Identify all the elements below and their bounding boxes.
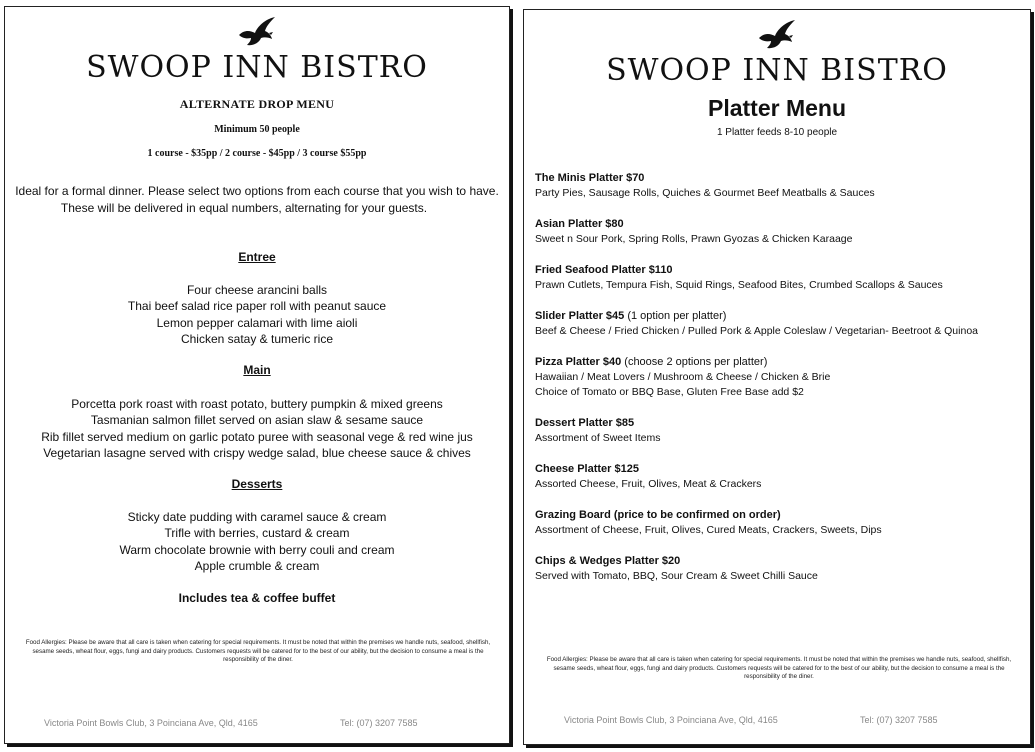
platter-item: [535, 416, 1025, 446]
brand-name: SWOOP INN BISTRO: [606, 53, 948, 88]
page-title: Platter Menu: [707, 95, 847, 121]
logo: [524, 18, 1030, 88]
list-item: Porcetta pork roast with roast potato, buttery pumpkin & mixed greens: [71, 397, 443, 411]
minimum-people: Minimum 50 people: [214, 124, 300, 135]
platter-desc: Beef & Cheese / Fried Chicken / Pulled Pork & Apple Coleslaw / Vegetarian- Beetroot & Quinoa: [535, 325, 978, 337]
platter-item: [535, 309, 1025, 339]
platter-item: [535, 217, 1025, 247]
allergy-notice: Food Allergies: Please be aware that all care is taken when catering for special requirements. It must be noted that within the premises we handle nuts, seafood, shellfish, sesame seeds, wheat flour, eggs, fungi and dairy products. Customers requests will be catered for to the best of our ability, but the decision to consume a meal is the responsibility of the diner.: [25, 639, 491, 663]
platter-item: [535, 462, 1025, 492]
platter-item: [535, 508, 1025, 538]
list-item: Chicken satay & tumeric rice: [180, 331, 334, 346]
platter-item: [535, 355, 1025, 400]
list-item: Rib fillet served medium on garlic potato puree with seasonal vege & red wine jus: [41, 429, 473, 444]
platter-name: Slider Platter $45: [535, 310, 625, 322]
platter-desc: Sweet n Sour Pork, Spring Rolls, Prawn Gyozas & Chicken Karaage: [535, 233, 853, 245]
footer-phone: Tel: (07) 3207 7585: [860, 715, 938, 725]
main-list: [5, 396, 509, 461]
platter-option-note: (1 option per platter): [624, 310, 727, 322]
intro-line-1: Ideal for a formal dinner. Please select two options from each course that you wish to have.: [15, 184, 499, 198]
platter-name: Asian Platter $80: [535, 218, 624, 230]
intro-text: [5, 183, 509, 217]
platter-desc: Assortment of Sweet Items: [535, 432, 661, 444]
platter-item: [535, 554, 1025, 584]
footer-address: Victoria Point Bowls Club, 3 Poinciana Ave, Qld, 4165: [44, 718, 258, 728]
platter-desc: Served with Tomato, BBQ, Sour Cream & Sweet Chilli Sauce: [535, 570, 818, 582]
platter-feeds-note: 1 Platter feeds 8-10 people: [716, 127, 838, 138]
platter-desc: Prawn Cutlets, Tempura Fish, Squid Rings, Seafood Bites, Crumbed Scallops & Sauces: [535, 279, 943, 291]
platter-name: Pizza Platter $40: [535, 356, 622, 368]
menu-subtitle: ALTERNATE DROP MENU: [179, 97, 335, 111]
entree-list: [5, 282, 509, 347]
platter-name: Chips & Wedges Platter $20: [535, 555, 681, 567]
platter-menu-page: [523, 9, 1031, 745]
list-item: Tasmanian salmon fillet served on asian slaw & sesame sauce: [90, 413, 424, 428]
platter-desc: Hawaiian / Meat Lovers / Mushroom & Cheese / Chicken & Brie: [535, 371, 831, 383]
eagle-icon: [235, 15, 279, 51]
footer-phone: Tel: (07) 3207 7585: [340, 718, 418, 728]
section-title-entree: Entree: [238, 250, 276, 264]
platter-item: [535, 263, 1025, 293]
list-item: Apple crumble & cream: [194, 558, 320, 573]
intro-line-2: These will be delivered in equal numbers, alternating for your guests.: [60, 201, 428, 215]
platter-name: Grazing Board (price to be confirmed on order): [535, 509, 781, 521]
platter-name: Fried Seafood Platter $110: [535, 264, 673, 276]
allergy-notice: Food Allergies: Please be aware that all care is taken when catering for special requirements. It must be noted that within the premises we handle nuts, seafood, shellfish, sesame seeds, wheat flour, eggs, fungi and dairy products. Customers requests will be catered for to the best of our ability, but the decision to consume a meal is the responsibility of the diner.: [546, 656, 1012, 680]
platter-desc: Assortment of Cheese, Fruit, Olives, Cured Meats, Crackers, Sweets, Dips: [535, 524, 882, 536]
footer-address: Victoria Point Bowls Club, 3 Poinciana Ave, Qld, 4165: [564, 715, 778, 725]
platter-name: The Minis Platter $70: [535, 172, 645, 184]
section-title-desserts: Desserts: [231, 477, 283, 491]
platter-item: [535, 171, 1025, 201]
eagle-icon: [755, 18, 799, 54]
list-item: Sticky date pudding with caramel sauce & cream: [127, 510, 387, 524]
section-title-main: Main: [243, 363, 271, 377]
includes-note: Includes tea & coffee buffet: [178, 591, 336, 605]
desserts-list: [5, 509, 509, 574]
list-item: Vegetarian lasagne served with crispy wedge salad, blue cheese sauce & chives: [43, 445, 471, 460]
platter-name: Cheese Platter $125: [535, 463, 639, 475]
brand-name: SWOOP INN BISTRO: [86, 50, 428, 85]
list-item: Thai beef salad rice paper roll with peanut sauce: [127, 299, 387, 314]
platter-list: [535, 171, 1025, 600]
list-item: Warm chocolate brownie with berry couli and cream: [119, 542, 395, 557]
platter-desc: Party Pies, Sausage Rolls, Quiches & Gourmet Beef Meatballs & Sauces: [535, 187, 875, 199]
logo: [5, 15, 509, 85]
list-item: Lemon pepper calamari with lime aioli: [156, 315, 358, 330]
list-item: Trifle with berries, custard & cream: [164, 526, 350, 541]
platter-option-note: (choose 2 options per platter): [621, 356, 768, 368]
alternate-drop-menu-page: [4, 6, 510, 744]
list-item: Four cheese arancini balls: [186, 283, 328, 297]
platter-name: Dessert Platter $85: [535, 417, 635, 429]
platter-desc: Choice of Tomato or BBQ Base, Gluten Free Base add $2: [535, 386, 804, 398]
course-pricing: 1 course - $35pp / 2 course - $45pp / 3 course $55pp: [147, 148, 367, 159]
platter-desc: Assorted Cheese, Fruit, Olives, Meat & Crackers: [535, 478, 762, 490]
